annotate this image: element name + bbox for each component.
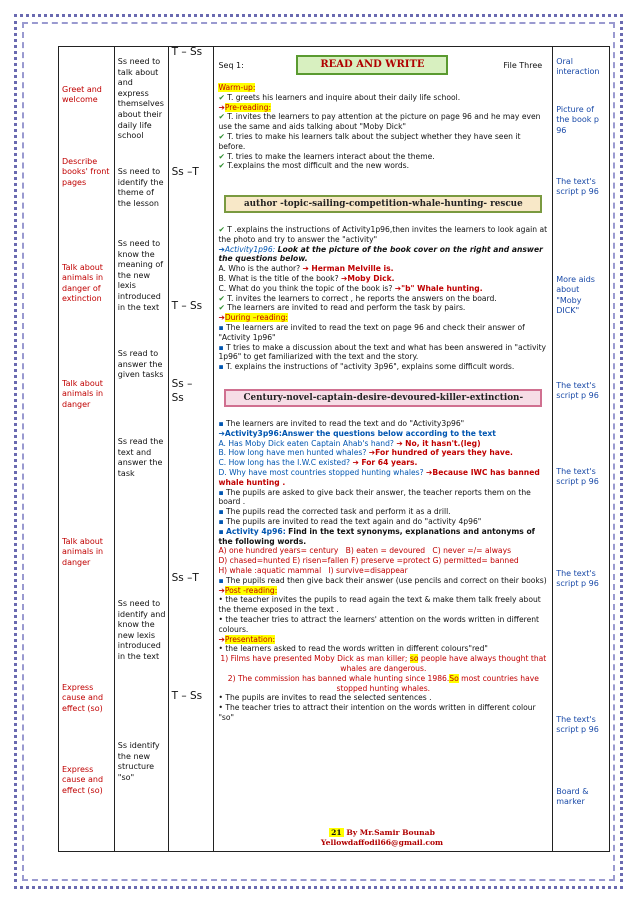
interaction-1: T – Ss [171,47,203,58]
tick-icon: ✔ [218,225,225,234]
warmup-heading: Warm-up: [218,83,256,92]
interaction-column [169,47,215,851]
square-bullet-icon: ▪ [218,342,224,352]
line-12: The learners are invited to read the text and do "Activity3p96" [226,419,465,428]
line-7: T. invites the learners to correct , he reports the answers on the board. [227,293,497,303]
answer-3c: For 64 years. [361,458,418,468]
sentence-1b: people have always thought that whales are dangerous. [340,654,547,673]
tick-icon: ✔ [218,92,225,102]
arrow-icon: ➔ [218,634,225,644]
activity4-question: Find in the text synonyms, explanations and antonyms of the following words. [218,526,535,546]
interaction-6: T – Ss [171,690,203,702]
question-3d: D. Why have most countries stopped hunting whales? [218,467,424,477]
sequence-label: Seq 1: [218,61,244,70]
square-bullet-icon: ▪ [218,516,224,526]
question-c: C. What do you think the topic of the book is? [218,283,393,293]
answer-b: Moby Dick. [347,273,395,283]
task-7: Ss identify the new structure "so" [117,741,160,782]
aid-4: More aids about "Moby DICK" [556,275,595,316]
square-bullet-icon: ▪ [218,507,224,517]
learner-tasks-column [115,47,169,851]
task-4: Ss read to answer the given tasks [117,349,164,380]
so-word-2: So [449,673,459,683]
line-1: T. greets his learners and inquire about their daily life school. [227,92,461,102]
arrow-icon: ➔ [218,313,225,323]
word-pair-5: E) risen=fallen [292,556,349,566]
task-6: Ss need to identify and know the new lexis introduced in the text [117,599,166,661]
answer-a: Herman Melville is. [311,264,394,274]
warmup-section [218,83,548,171]
aid-2: Picture of the book p 96 [556,105,599,135]
line-15: The pupils are invited to read the text again and do "activity 4p96" [226,516,482,526]
presentation-heading: Presentation: [224,634,276,644]
answer-3b: For hundred of years they have. [375,448,513,458]
interaction-4: Ss – Ss [171,378,193,404]
aid-1: Oral interaction [556,57,600,77]
word-pair-6: F) preserve =protect [351,556,431,566]
lesson-header [218,53,548,79]
objective-4: Talk about animals in danger [62,379,104,409]
word-pair-7: G) permitted= banned [432,556,519,566]
objective-2: Describe books' front pages [62,157,110,187]
aid-9: Board & marker [556,787,589,807]
line-2: T. invites the learners to pay attention at the picture on page 96 and he may even use the same and aids talking about "Moby Dick" [218,112,541,132]
interaction-2: Ss –T [171,166,199,178]
aids-column [553,47,609,851]
task-2: Ss need to identify the theme of the lesson [117,167,164,208]
square-bullet-icon: ▪ [218,575,224,585]
word-pair-1: A) one hundred years= century [218,546,339,556]
sentence-2b: most countries have stopped hunting whales. [336,673,539,693]
arrow-icon: ➔ [218,585,225,595]
line-18: • the teacher tries to attract the learners' attention on the words written in different colours. [218,614,540,634]
lesson-title: READ AND WRITE [296,55,448,75]
word-pair-8: H) whale :aquatic mammal [218,565,322,575]
objective-7: Express cause and effect (so) [62,765,104,795]
activity1-question: Look at the picture of the book cover on the right and answer the questions below. [218,244,543,264]
word-pair-9: I) survive=disappear [328,565,408,575]
answer-3a: No, it hasn't.(leg) [405,438,481,448]
objective-3: Talk about animals in danger of extinction [62,263,104,304]
page-footer [282,828,482,848]
line-3: T. tries to make his learners talk about the subject whether they have seen it before. [218,131,521,151]
line-21: • The teacher tries to attract their intention on the words written in different colour "so" [218,703,536,722]
sentence-1a: 1) Films have presented Moby Dick as man killer; [220,654,408,664]
line-16: The pupils read then give back their answer (use pencils and correct on their books) [226,575,547,585]
line-14: The pupils read the corrected task and perform it as a drill. [226,507,451,517]
line-4: T. tries to make the learners interact about the theme. [227,151,435,161]
footer-author: By Mr.Samir Bounab [346,828,435,837]
square-bullet-icon: ▪ [218,362,224,372]
aid-5: The text's script p 96 [556,381,599,401]
line-8: The learners are invited to read and perform the task by pairs. [227,303,466,313]
sentence-2a: 2) The commission has banned whale hunting since 1986. [227,673,450,683]
aid-6: The text's script p 96 [556,467,599,487]
interaction-5: Ss –T [171,572,199,584]
square-bullet-icon: ▪ [218,419,224,428]
square-bullet-icon: ▪ [218,526,224,536]
tick-icon: ✔ [218,112,225,122]
answer-3d: Because IWC has banned whale hunting . [218,467,540,487]
line-9: The learners are invited to read the text on page 96 and check their answer of "Activity 1p96" [218,322,525,342]
lesson-plan-table [58,46,610,852]
word-pair-3: C) never =/= always [432,546,512,556]
line-19: • the learners asked to read the words written in different colours"red" [218,644,488,654]
line-13: The pupils are asked to give back their answer, the teacher reports them on the board . [218,487,531,507]
tick-icon: ✔ [218,303,225,313]
line-6: T .explains the instructions of Activity1p96,then invites the learners to look again at the photo and try to answer the "activity" [218,225,548,244]
task-3: Ss need to know the meaning of the new lexis introduced in the text [117,239,164,312]
tick-icon: ✔ [218,161,225,171]
arrow-icon: ➔ [218,428,225,438]
tick-icon: ✔ [218,293,225,303]
activity1-label: Activity1p96: [224,244,276,254]
task-1: Ss need to talk about and express themselves about their daily life school [117,57,164,141]
aid-7: The text's script p 96 [556,569,599,589]
interaction-3: T – Ss [171,300,203,312]
page-number: 21 [331,828,342,837]
line-17: • the teacher invites the pupils to read again the text & make them talk freely about the theme exposed in the text . [218,595,541,615]
aid-3: The text's script p 96 [556,177,599,197]
prereading-heading: Pre-reading: [224,102,272,112]
footer-email: Yellowdaffodil66@gmail.com [320,838,444,847]
tick-icon: ✔ [218,131,225,141]
activity3-section: ▪ The learners are invited to read the text and do "Activity3p96" ➔Activity3p96:Answer the questions below according to the text A. Has Moby Dick eaten Captain Ahab's hand? ➔ No, it hasn't.(leg) B. How long have men hunted whales? ➔For hundred of years they have. C. How long has the I.W.C existed? ➔ For 64 years. D. Why have most countries stopped hunting whales? ➔Because IWC has banned whale hunting . ▪ The pupils are asked to give back their answer, the teacher reports them on the board . ▪ The pupils read the corrected task and perform it as a drill. ▪ The pupils are invited to read the text again and do "activity 4p96" ▪ Activity 4p96: Find in the text synonyms, explanations and antonyms of the following words. A) one hundred years= century B) eaten = devoured C) never =/= always D) chased=hunted E) risen=fallen F) preserve =protect G) permitted= banned H) whale :aquatic mammal I) survive=disappear ▪ The pupils read then give back their answer (use pencils and correct on their books) ➔Post -reading: • the teacher invites the pupils to read again the text & make them talk freely about the theme exposed in the text . • the teacher tries to attract the learners' attention on the words written in different colours. ➔Presentation: • the learners asked to read the words written in different colours"red" 1) Films have presented Moby Dick as man killer; so people have always thought that whales are dangerous. 2) The commission has banned whale hunting since 1986.So most countries have stopped hunting whales. • The pupils are invites to read the selected sentences . • The teacher tries to attract their intention on the words written in different colour "so" [218,419,547,722]
question-a: A. Who is the author? [218,264,301,274]
word-pair-4: D) chased=hunted [218,556,291,566]
line-20: • The pupils are invites to read the selected sentences . [218,693,432,703]
square-bullet-icon: ▪ [218,322,224,332]
word-pair-2: B) eaten = devoured [345,546,426,556]
line-5: T.explains the most difficult and the new words. [227,161,410,171]
file-label: File Three [503,61,543,70]
line-11: T. explains the instructions of "activity 3p96", explains some difficult words. [226,362,515,372]
arrow-icon: ➔ [218,102,225,112]
objective-1: Greet and welcome [62,85,102,105]
post-heading: Post -reading: [224,585,278,595]
vocabulary-box-1: author -topic-sailing-competition-whale-hunting- rescue [224,195,542,213]
tick-icon: ✔ [218,151,225,161]
procedure-column [214,47,553,851]
objective-5: Talk about animals in danger [62,537,104,567]
square-bullet-icon: ▪ [218,487,224,497]
question-3b: B. How long have men hunted whales? [218,448,367,458]
activity3-label: Activity3p96:Answer the questions below according to the text [224,428,496,438]
activity4-label: Activity 4p96: [226,526,286,536]
answer-c: "b" Whale hunting. [401,283,483,293]
question-b: B. What is the title of the book? [218,273,339,283]
so-word-1: so [409,654,419,664]
line-10: T tries to make a discussion about the text and what has been answered in "activity 1p96" to get familiarized with the text and the story. [218,342,547,362]
question-3c: C. How long has the I.W.C existed? [218,458,351,468]
during-heading: During –reading: [224,313,288,323]
objective-6: Express cause and effect (so) [62,683,104,713]
arrow-icon: ➔ [218,244,225,254]
aid-8: The text's script p 96 [556,715,599,735]
vocabulary-box-2: Century-novel-captain-desire-devoured-killer-extinction- [224,389,542,407]
question-3a: A. Has Moby Dick eaten Captain Ahab's hand? [218,438,394,448]
task-5: Ss read the text and answer the task [117,437,164,478]
activity1-section: ✔ T .explains the instructions of Activity1p96,then invites the learners to look again at the photo and try to answer the "activity" ➔Activity1p96: Look at the picture of the book cover on the right and answer the questions below. A. Who is the author? ➔ Herman Melville is. B. What is the title of the book? ➔Moby Dick. C. What do you think the topic of the book is? ➔"b" Whale hunting. ✔ T. invites the learners to correct , he reports the answers on the board. ✔ The learners are invited to read and perform the task by pairs. ➔During –reading: ▪ The learners are invited to read the text on page 96 and check their answer of "Activity 1p96" ▪ T tries to make a discussion about the text and what has been answered in "activity 1p96" to get familiarized with the text and the story. ▪ T. explains the instructions of "activity 3p96", explains some difficult words. [218,225,548,372]
objectives-column [59,47,115,851]
